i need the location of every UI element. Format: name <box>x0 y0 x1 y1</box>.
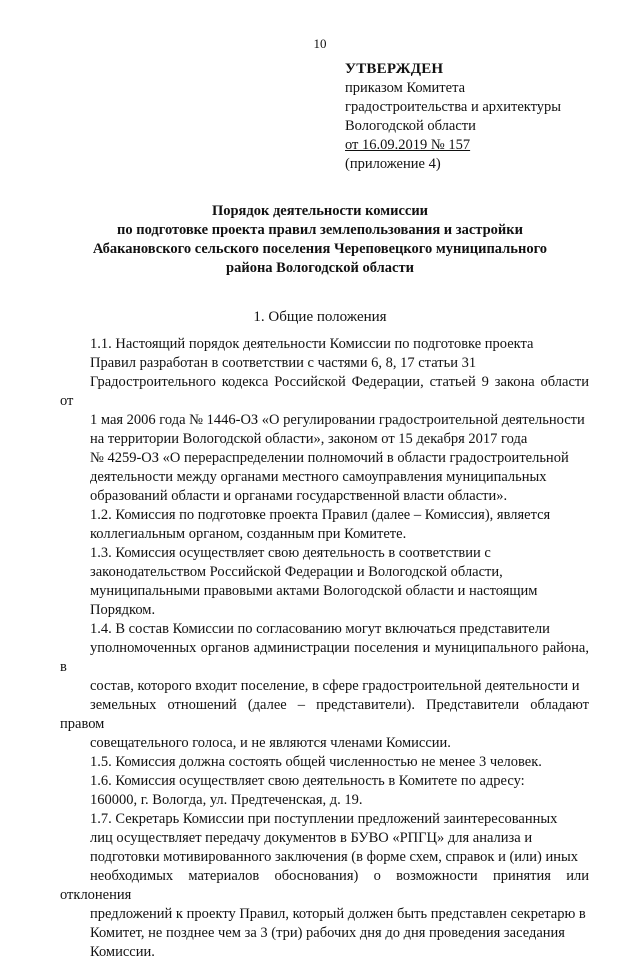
paragraph-line: деятельности между органами местного самоуправления муниципальных <box>90 469 547 485</box>
title-line-3: Абакановского сельского поселения Череповецкого муниципального <box>92 241 548 257</box>
paragraph-line: 1.5. Комиссия должна состоять общей численностью не менее 3 человек. <box>90 754 542 770</box>
paragraph-line: законодательством Российской Федерации и Вологодской области, <box>90 564 503 580</box>
paragraph-1-2 <box>60 506 589 544</box>
approval-line-2: градостроительства и архитектуры <box>345 99 562 115</box>
paragraph-line: 1 мая 2006 года № 1446-ОЗ «О регулировании градостроительной деятельности <box>90 412 585 428</box>
paragraph-1-3 <box>60 544 589 620</box>
approval-line-3: Вологодской области <box>345 118 476 134</box>
paragraph-line: Градостроительного кодекса Российской Федерации, статьей 9 закона области от <box>60 374 589 409</box>
paragraph-line: совещательного голоса, и не являются членами Комиссии. <box>90 735 451 751</box>
paragraph-line: Правил разработан в соответствии с частями 6, 8, 17 статьи 31 <box>90 355 477 371</box>
paragraph-line: Комитет, не позднее чем за 3 (три) рабочих дня до дня проведения заседания <box>90 925 565 941</box>
approval-date-number: от 16.09.2019 № 157 <box>345 137 471 153</box>
paragraph-line: 1.1. Настоящий порядок деятельности Комиссии по подготовке проекта <box>90 336 534 352</box>
approval-appendix: (приложение 4) <box>345 156 441 172</box>
paragraph-line: образований области и органами государственной власти области». <box>90 488 508 504</box>
paragraph-line: подготовки мотивированного заключения (в форме схем, справок и (или) иных <box>90 849 579 865</box>
paragraph-1-7 <box>60 810 589 962</box>
paragraph-1-1 <box>60 335 589 506</box>
title-line-1: Порядок деятельности комиссии <box>211 203 429 219</box>
paragraph-line: 1.2. Комиссия по подготовке проекта Правил (далее – Комиссия), является <box>90 507 551 523</box>
page-number: 10 <box>313 36 327 51</box>
approval-line-1: приказом Комитета <box>345 80 466 96</box>
paragraph-line: № 4259-ОЗ «О перераспределении полномочий в области градостроительной <box>90 450 569 466</box>
paragraph-line: лиц осуществляет передачу документов в БУВО «РПГЦ» для анализа и <box>90 830 533 846</box>
paragraph-line: коллегиальным органом, созданным при Комитете. <box>90 526 407 542</box>
paragraph-line: необходимых материалов обоснования) о возможности принятия или отклонения <box>60 868 589 903</box>
document-title <box>30 202 610 278</box>
title-line-4: района Вологодской области <box>226 260 414 276</box>
approval-stamp <box>345 60 625 174</box>
paragraph-line: состав, которого входит поселение, в сфере градостроительной деятельности и <box>90 678 580 694</box>
paragraph-line: Порядком. <box>90 602 156 618</box>
paragraph-line: на территории Вологодской области», законом от 15 декабря 2017 года <box>90 431 528 447</box>
paragraph-line: 1.6. Комиссия осуществляет свою деятельность в Комитете по адресу: <box>90 773 525 789</box>
paragraph-1-4 <box>60 620 589 753</box>
document-body <box>60 335 589 962</box>
section-heading: 1. Общие положения <box>253 309 387 325</box>
paragraph-line: 1.3. Комиссия осуществляет свою деятельность в соответствии с <box>90 545 491 561</box>
paragraph-line: 1.7. Секретарь Комиссии при поступлении предложений заинтересованных <box>90 811 558 827</box>
paragraph-1-5 <box>60 753 589 772</box>
title-line-2: по подготовке проекта правил землепользования и застройки <box>117 222 523 238</box>
paragraph-1-6 <box>60 772 589 810</box>
paragraph-line: 1.4. В состав Комиссии по согласованию могут включаться представители <box>90 621 550 637</box>
paragraph-line: уполномоченных органов администрации поселения и муниципального района, в <box>60 640 589 675</box>
paragraph-line: муниципальными правовыми актами Вологодской области и настоящим <box>90 583 538 599</box>
paragraph-line: предложений к проекту Правил, который должен быть представлен секретарю в <box>90 906 586 922</box>
paragraph-line: земельных отношений (далее – представители). Представители обладают правом <box>60 697 589 732</box>
paragraph-line: Комиссии. <box>90 944 155 960</box>
approval-heading: УТВЕРЖДЕН <box>345 61 444 77</box>
paragraph-line: 160000, г. Вологда, ул. Предтеченская, д. 19. <box>90 792 363 808</box>
